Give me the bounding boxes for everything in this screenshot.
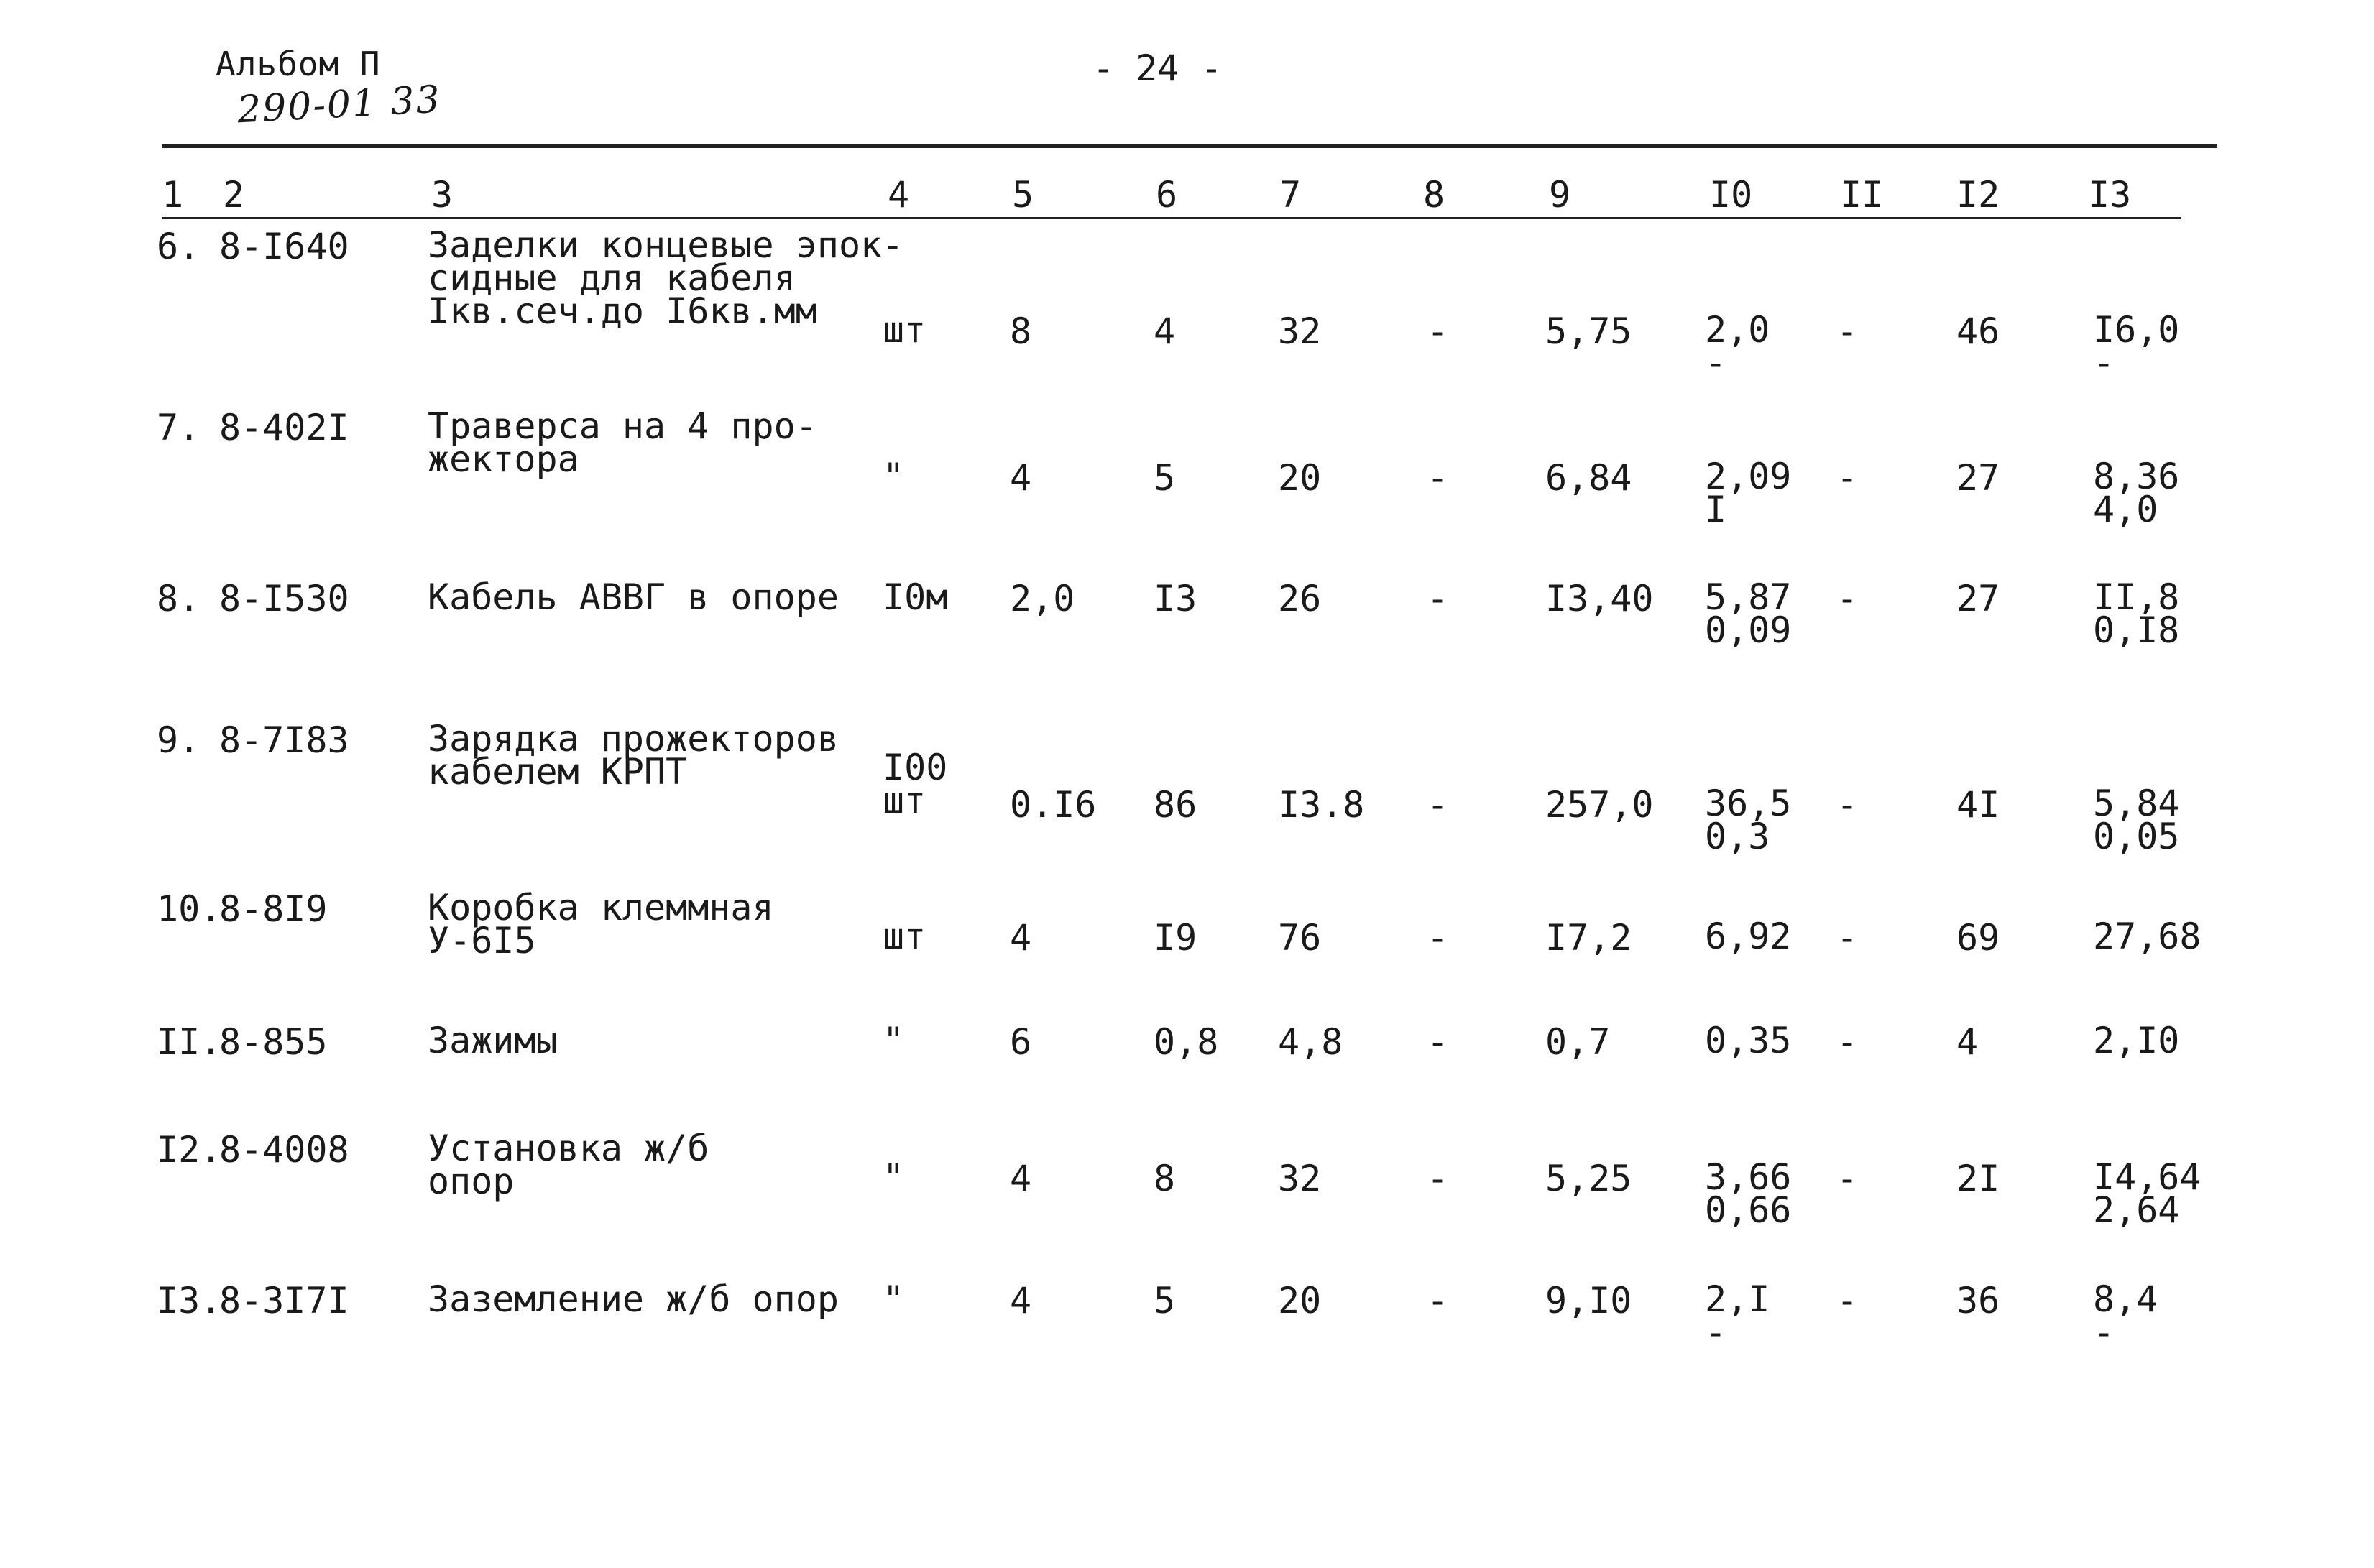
row-number: 7.: [157, 407, 201, 448]
work-description: [428, 224, 904, 332]
total-cost-cell: 76: [1278, 917, 1322, 959]
column-9-cell: 5,75: [1545, 310, 1632, 352]
column-13-cell-line: I4,64: [2093, 1156, 2202, 1198]
column-8-cell: -: [1427, 1280, 1449, 1322]
column-13-cell: [2093, 309, 2180, 384]
column-13-cell-line: -: [2093, 342, 2115, 384]
row-number: 6.: [157, 226, 201, 267]
column-number-10: I0: [1709, 174, 1753, 216]
unit-of-measure: [883, 1278, 905, 1320]
column-13-cell-line: I6,0: [2093, 309, 2180, 351]
unit-of-measure-line: шт: [883, 916, 926, 957]
column-10-cell-line: 36,5: [1705, 783, 1792, 824]
column-number-6: 6: [1156, 174, 1178, 216]
column-13-cell: [2093, 916, 2202, 957]
column-number-9: 9: [1549, 174, 1571, 216]
column-13-cell-line: 4,0: [2093, 489, 2158, 530]
work-description-line: Зарядка прожекторов: [428, 718, 839, 760]
column-number-4: 4: [888, 174, 910, 216]
column-10-cell-line: I: [1705, 489, 1727, 530]
unit-of-measure: [883, 1156, 905, 1198]
norm-code: 8-4008: [219, 1129, 349, 1171]
unit-of-measure-line: ": [883, 1156, 905, 1198]
quantity-cell: 2,0: [1010, 578, 1075, 619]
column-11-cell: -: [1836, 784, 1859, 826]
column-11-cell: -: [1836, 578, 1859, 619]
column-number-2: 2: [223, 174, 245, 216]
column-10-cell: [1705, 576, 1792, 651]
norm-code: 8-3I7I: [219, 1280, 349, 1322]
column-13-cell-line: II,8: [2093, 576, 2180, 618]
column-10-cell-line: 0,66: [1705, 1189, 1792, 1231]
column-11-cell: -: [1836, 1021, 1859, 1063]
row-number: 9.: [157, 719, 201, 761]
column-13-cell: [2093, 1020, 2180, 1061]
total-cost-cell: I3.8: [1278, 784, 1365, 826]
column-9-cell: I3,40: [1545, 578, 1654, 619]
top-rule: [162, 144, 2217, 148]
work-description-line: Зажимы: [428, 1020, 558, 1061]
column-number-7: 7: [1279, 174, 1302, 216]
unit-of-measure: [883, 576, 948, 618]
album-label: Альбом П: [216, 45, 381, 83]
column-10-cell-line: 2,I: [1705, 1278, 1770, 1320]
work-description-line: жектора: [428, 438, 579, 480]
unit-cost-cell: 4: [1154, 310, 1176, 352]
column-9-cell: 9,I0: [1545, 1280, 1632, 1322]
quantity-cell: 4: [1010, 917, 1032, 959]
work-description: [428, 1127, 709, 1202]
column-10-cell-line: -: [1705, 1311, 1727, 1353]
unit-cost-cell: 8: [1154, 1158, 1176, 1199]
total-cost-cell: 26: [1278, 578, 1322, 619]
norm-code: 8-402I: [219, 407, 349, 448]
column-12-cell: 36: [1956, 1280, 2000, 1322]
column-10-cell-line: 2,0: [1705, 309, 1770, 351]
unit-cost-cell: I3: [1154, 578, 1197, 619]
unit-of-measure: [883, 916, 926, 957]
column-8-cell: -: [1427, 457, 1449, 499]
work-description: [428, 405, 817, 480]
column-10-cell: [1705, 309, 1770, 384]
column-13-cell-line: 0,I8: [2093, 609, 2180, 651]
work-description: [428, 1020, 558, 1061]
quantity-cell: 8: [1010, 310, 1032, 352]
column-13-cell-line: 2,I0: [2093, 1020, 2180, 1061]
work-description: [428, 718, 839, 793]
row-number: I3.: [157, 1280, 222, 1322]
quantity-cell: 6: [1010, 1021, 1032, 1063]
column-13-cell-line: 8,4: [2093, 1278, 2158, 1320]
column-10-cell: [1705, 1020, 1792, 1061]
column-10-cell: [1705, 456, 1792, 530]
unit-of-measure: [883, 747, 948, 821]
column-13-cell: [2093, 576, 2180, 651]
document-code: 290-01 33: [236, 78, 443, 132]
column-8-cell: -: [1427, 1158, 1449, 1199]
column-8-cell: -: [1427, 578, 1449, 619]
column-11-cell: -: [1836, 1158, 1859, 1199]
work-description-line: Iкв.сеч.до I6кв.мм: [428, 290, 817, 332]
column-9-cell: 6,84: [1545, 457, 1632, 499]
column-number-13: I3: [2088, 174, 2132, 216]
unit-cost-cell: 5: [1154, 1280, 1176, 1322]
norm-code: 8-I640: [219, 226, 349, 267]
unit-of-measure-line: ": [883, 1278, 905, 1320]
quantity-cell: 4: [1010, 1158, 1032, 1199]
work-description-line: У-6I5: [428, 920, 536, 961]
column-number-8: 8: [1423, 174, 1445, 216]
work-description: [428, 1278, 839, 1320]
unit-of-measure-line: шт: [883, 309, 926, 351]
column-11-cell: -: [1836, 1280, 1859, 1322]
norm-code: 8-855: [219, 1021, 328, 1063]
column-13-cell-line: 8,36: [2093, 456, 2180, 497]
column-13-cell: [2093, 1278, 2158, 1353]
column-10-cell: [1705, 783, 1792, 857]
total-cost-cell: 32: [1278, 1158, 1322, 1199]
unit-of-measure-line: ": [883, 456, 905, 497]
row-number: II.: [157, 1021, 222, 1063]
norm-code: 8-8I9: [219, 888, 328, 930]
column-12-cell: 27: [1956, 457, 2000, 499]
column-10-cell-line: 0,3: [1705, 816, 1770, 857]
column-12-cell: 4: [1956, 1021, 1979, 1063]
unit-of-measure-line: I00: [883, 747, 948, 788]
work-description-line: Траверса на 4 про-: [428, 405, 817, 447]
unit-of-measure-line: I0м: [883, 576, 948, 618]
column-12-cell: 69: [1956, 917, 2000, 959]
column-10-cell-line: 2,09: [1705, 456, 1792, 497]
column-12-cell: 2I: [1956, 1158, 2000, 1199]
total-cost-cell: 4,8: [1278, 1021, 1343, 1063]
unit-of-measure-line: ": [883, 1020, 905, 1061]
column-10-cell-line: 5,87: [1705, 576, 1792, 618]
column-13-cell-line: 2,64: [2093, 1189, 2180, 1231]
column-number-12: I2: [1956, 174, 2000, 216]
column-13-cell-line: 27,68: [2093, 916, 2202, 957]
column-10-cell-line: 3,66: [1705, 1156, 1792, 1198]
column-9-cell: I7,2: [1545, 917, 1632, 959]
column-header-rule: [162, 217, 2181, 219]
quantity-cell: 4: [1010, 457, 1032, 499]
column-9-cell: 0,7: [1545, 1021, 1611, 1063]
work-description: [428, 576, 839, 618]
column-number-3: 3: [431, 174, 454, 216]
work-description-line: Заделки концевые эпок-: [428, 224, 904, 266]
work-description-line: Заземление ж/б опор: [428, 1278, 839, 1320]
unit-cost-cell: 0,8: [1154, 1021, 1219, 1063]
total-cost-cell: 32: [1278, 310, 1322, 352]
unit-cost-cell: I9: [1154, 917, 1197, 959]
column-11-cell: -: [1836, 917, 1859, 959]
column-9-cell: 257,0: [1545, 784, 1654, 826]
work-description-line: Коробка клеммная: [428, 887, 774, 928]
unit-of-measure: [883, 456, 905, 497]
column-11-cell: -: [1836, 457, 1859, 499]
column-8-cell: -: [1427, 1021, 1449, 1063]
total-cost-cell: 20: [1278, 1280, 1322, 1322]
column-13-cell-line: -: [2093, 1311, 2115, 1353]
column-8-cell: -: [1427, 310, 1449, 352]
column-13-cell-line: 5,84: [2093, 783, 2180, 824]
column-10-cell-line: 6,92: [1705, 916, 1792, 957]
row-number: I2.: [157, 1129, 222, 1171]
column-8-cell: -: [1427, 917, 1449, 959]
column-8-cell: -: [1427, 784, 1449, 826]
column-13-cell: [2093, 783, 2180, 857]
quantity-cell: 0.I6: [1010, 784, 1097, 826]
total-cost-cell: 20: [1278, 457, 1322, 499]
unit-of-measure: [883, 1020, 905, 1061]
work-description-line: сидные для кабеля: [428, 257, 796, 299]
column-13-cell: [2093, 1156, 2202, 1231]
work-description-line: Установка ж/б: [428, 1127, 709, 1169]
norm-code: 8-7I83: [219, 719, 349, 761]
column-10-cell-line: 0,09: [1705, 609, 1792, 651]
unit-of-measure-line: шт: [883, 780, 926, 821]
unit-of-measure: [883, 309, 926, 351]
column-10-cell-line: -: [1705, 342, 1727, 384]
page-number: - 24 -: [1092, 47, 1223, 89]
column-13-cell-line: 0,05: [2093, 816, 2180, 857]
column-12-cell: 27: [1956, 578, 2000, 619]
row-number: 8.: [157, 578, 201, 619]
work-description: [428, 887, 774, 961]
column-number-11: II: [1840, 174, 1884, 216]
column-13-cell: [2093, 456, 2180, 530]
column-12-cell: 4I: [1956, 784, 2000, 826]
column-10-cell-line: 0,35: [1705, 1020, 1792, 1061]
row-number: 10.: [157, 888, 222, 930]
norm-code: 8-I530: [219, 578, 349, 619]
column-10-cell: [1705, 1278, 1770, 1353]
column-12-cell: 46: [1956, 310, 2000, 352]
column-9-cell: 5,25: [1545, 1158, 1632, 1199]
unit-cost-cell: 5: [1154, 457, 1176, 499]
column-number-5: 5: [1012, 174, 1034, 216]
column-10-cell: [1705, 1156, 1792, 1231]
column-number-1: 1: [162, 174, 184, 216]
work-description-line: опор: [428, 1161, 515, 1202]
column-10-cell: [1705, 916, 1792, 957]
quantity-cell: 4: [1010, 1280, 1032, 1322]
work-description-line: Кабель АВВГ в опоре: [428, 576, 839, 618]
unit-cost-cell: 86: [1154, 784, 1197, 826]
column-11-cell: -: [1836, 310, 1859, 352]
work-description-line: кабелем КРПТ: [428, 751, 688, 793]
